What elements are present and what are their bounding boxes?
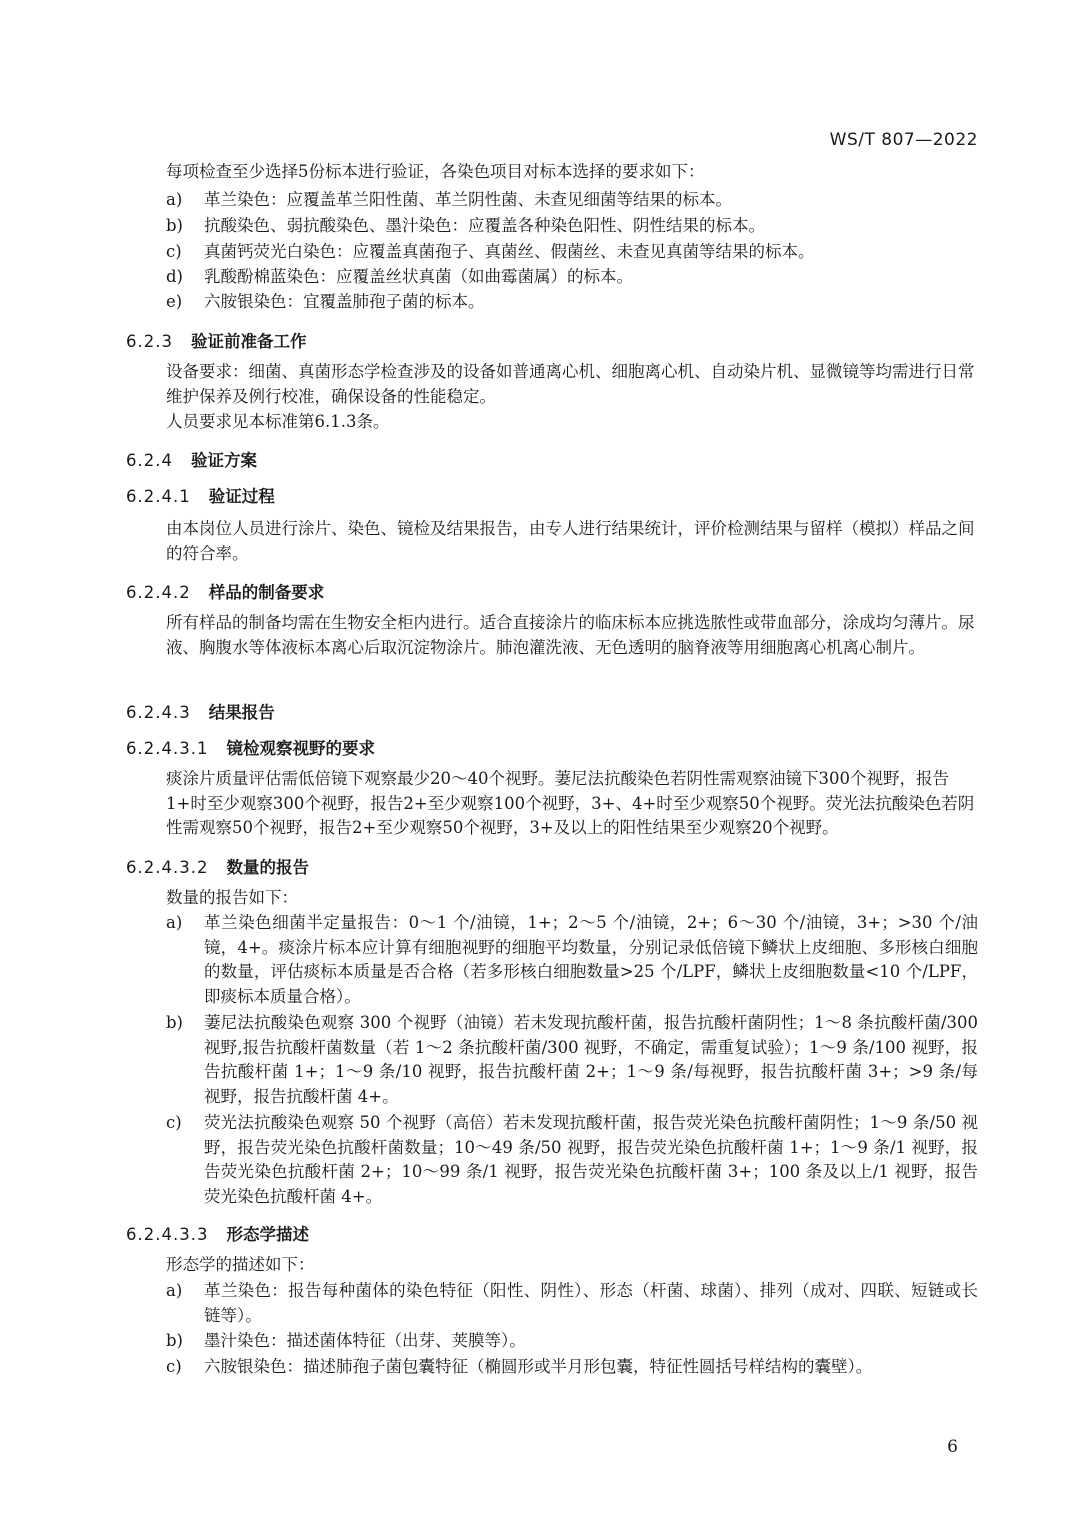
- list-label: a): [166, 1281, 183, 1300]
- section-heading-6-2-4-1: [126, 483, 275, 507]
- list-item: [166, 1011, 978, 1109]
- list-item: [166, 1279, 978, 1328]
- section-number: 6.2.4.3.1: [126, 739, 209, 758]
- list-label: a): [166, 913, 183, 932]
- list-label: d): [166, 267, 183, 286]
- section-title: 样品的制备要求: [208, 583, 325, 602]
- paragraph: 痰涂片质量评估需低倍镜下观察最少20～40个视野。萋尼法抗酸染色若阴性需观察油镜下300个视野，报告1+时至少观察300个视野，报告2+至少观察100个视野，3+、4+时至少观察50个视野。荧光法抗酸染色若阴性需观察50个视野，报告2+至少观察50个视野，3+及以上的阳性结果至少观察20个视野。: [166, 769, 975, 837]
- paragraph: 人员要求见本标准第6.1.3条。: [166, 412, 390, 431]
- section-title: 验证方案: [190, 451, 257, 470]
- list-label: a): [166, 190, 183, 209]
- list-label: e): [166, 292, 183, 311]
- section-title: 验证过程: [208, 487, 275, 506]
- list-item: [166, 240, 978, 265]
- paragraph: 所有样品的制备均需在生物安全柜内进行。适合直接涂片的临床标本应挑选脓性或带血部分，涂成均匀薄片。尿液、胸腹水等体液标本离心后取沉淀物涂片。肺泡灌洗液、无色透明的脑脊液等用细胞离心机离心制片。: [166, 613, 975, 657]
- list-text: 墨汁染色：描述菌体特征（出芽、荚膜等）。: [204, 1331, 526, 1350]
- section-title: 形态学描述: [226, 1225, 309, 1244]
- section-heading-6-2-4-3-2: [126, 854, 309, 878]
- paragraph: 由本岗位人员进行涂片、染色、镜检及结果报告，由专人进行结果统计，评价检测结果与留样（模拟）样品之间的符合率。: [166, 519, 975, 563]
- section-heading-6-2-4-3: [126, 699, 275, 723]
- list-text: 革兰染色：报告每种菌体的染色特征（阳性、阴性）、形态（杆菌、球菌）、排列（成对、四联、短链或长链等）。: [204, 1281, 978, 1325]
- section-number: 6.2.4.2: [126, 583, 191, 602]
- section-heading-6-2-4-2: [126, 579, 324, 603]
- section-title: 镜检观察视野的要求: [226, 739, 375, 758]
- list-label: c): [166, 1357, 182, 1376]
- section-heading-6-2-3: [126, 328, 306, 352]
- list-item: [166, 265, 978, 290]
- list-item: [166, 911, 978, 1009]
- section-title: 验证前准备工作: [190, 332, 307, 351]
- section-number: 6.2.4.3.2: [126, 858, 209, 877]
- list-label: c): [166, 242, 182, 261]
- list-label: b): [166, 216, 183, 235]
- intro-paragraph: 形态学的描述如下：: [166, 1255, 315, 1274]
- list-label: c): [166, 1113, 182, 1132]
- standard-code: WS/T 807—2022: [829, 130, 978, 150]
- paragraph: 设备要求：细菌、真菌形态学检查涉及的设备如普通离心机、细胞离心机、自动染片机、显微镜等均需进行日常维护保养及例行校准，确保设备的性能稳定。: [166, 362, 975, 406]
- list-text: 革兰染色：应覆盖革兰阳性菌、革兰阴性菌、未查见细菌等结果的标本。: [204, 190, 732, 209]
- list-item: [166, 290, 978, 315]
- list-label: b): [166, 1013, 183, 1032]
- section-number: 6.2.4.3: [126, 703, 191, 722]
- section-title: 结果报告: [208, 703, 275, 722]
- list-text: 抗酸染色、弱抗酸染色、墨汁染色：应覆盖各种染色阳性、阴性结果的标本。: [204, 216, 765, 235]
- list-text: 萋尼法抗酸染色观察 300 个视野（油镜）若未发现抗酸杆菌，报告抗酸杆菌阴性；1～8 条抗酸杆菌/300 视野,报告抗酸杆菌数量（若 1～2 条抗酸杆菌/300 视野，不确定，需重复试验）；1～9 条/100 视野，报告抗酸杆菌 1+；1～9 条/10 视野，报告抗酸杆菌 2+；1～9 条/每视野，报告抗酸杆菌 3+；>9 条/每视野，报告抗酸杆菌 4+。: [204, 1013, 978, 1106]
- list-text: 真菌钙荧光白染色：应覆盖真菌孢子、真菌丝、假菌丝、未查见真菌等结果的标本。: [204, 242, 815, 261]
- list-item: [166, 1111, 978, 1209]
- list-text: 乳酸酚棉蓝染色：应覆盖丝状真菌（如曲霉菌属）的标本。: [204, 267, 633, 286]
- list-text: 六胺银染色：宜覆盖肺孢子菌的标本。: [204, 292, 485, 311]
- list-item: [166, 188, 978, 213]
- page-number: 6: [947, 1437, 958, 1457]
- section-number: 6.2.3: [126, 332, 173, 351]
- list-text: 革兰染色细菌半定量报告：0～1 个/油镜，1+；2～5 个/油镜，2+；6～30 个/油镜，3+；>30 个/油镜，4+。痰涂片标本应计算有细胞视野的细胞平均数量，分别记录低倍镜下鳞状上皮细胞、多形核白细胞的数量，评估痰标本质量是否合格（若多形核白细胞数量>25 个/LPF，鳞状上皮细胞数量<10 个/LPF，即痰标本质量合格）。: [204, 913, 978, 1006]
- list-text: 荧光法抗酸染色观察 50 个视野（高倍）若未发现抗酸杆菌，报告荧光染色抗酸杆菌阴性；1～9 条/50 视野，报告荧光染色抗酸杆菌数量；10～49 条/50 视野，报告荧光染色抗酸杆菌 1+；1～9 条/1 视野，报告荧光染色抗酸杆菌 2+；10～99 条/1 视野，报告荧光染色抗酸杆菌 3+；100 条及以上/1 视野，报告荧光染色抗酸杆菌 4+。: [204, 1113, 978, 1206]
- section-heading-6-2-4-3-1: [126, 735, 375, 759]
- list-item: [166, 1329, 978, 1354]
- section-number: 6.2.4: [126, 451, 173, 470]
- section-number: 6.2.4.1: [126, 487, 191, 506]
- list-item: [166, 214, 978, 239]
- list-item: [166, 1355, 978, 1380]
- section-heading-6-2-4: [126, 447, 257, 471]
- section-heading-6-2-4-3-3: [126, 1221, 309, 1245]
- intro-paragraph: 数量的报告如下：: [166, 888, 298, 907]
- section-title: 数量的报告: [226, 858, 309, 877]
- section-number: 6.2.4.3.3: [126, 1225, 209, 1244]
- list-label: b): [166, 1331, 183, 1350]
- list-text: 六胺银染色：描述肺孢子菌包囊特征（椭圆形或半月形包囊，特征性圆括号样结构的囊壁）。: [204, 1357, 873, 1376]
- intro-paragraph: 每项检查至少选择5份标本进行验证，各染色项目对标本选择的要求如下：: [166, 162, 705, 181]
